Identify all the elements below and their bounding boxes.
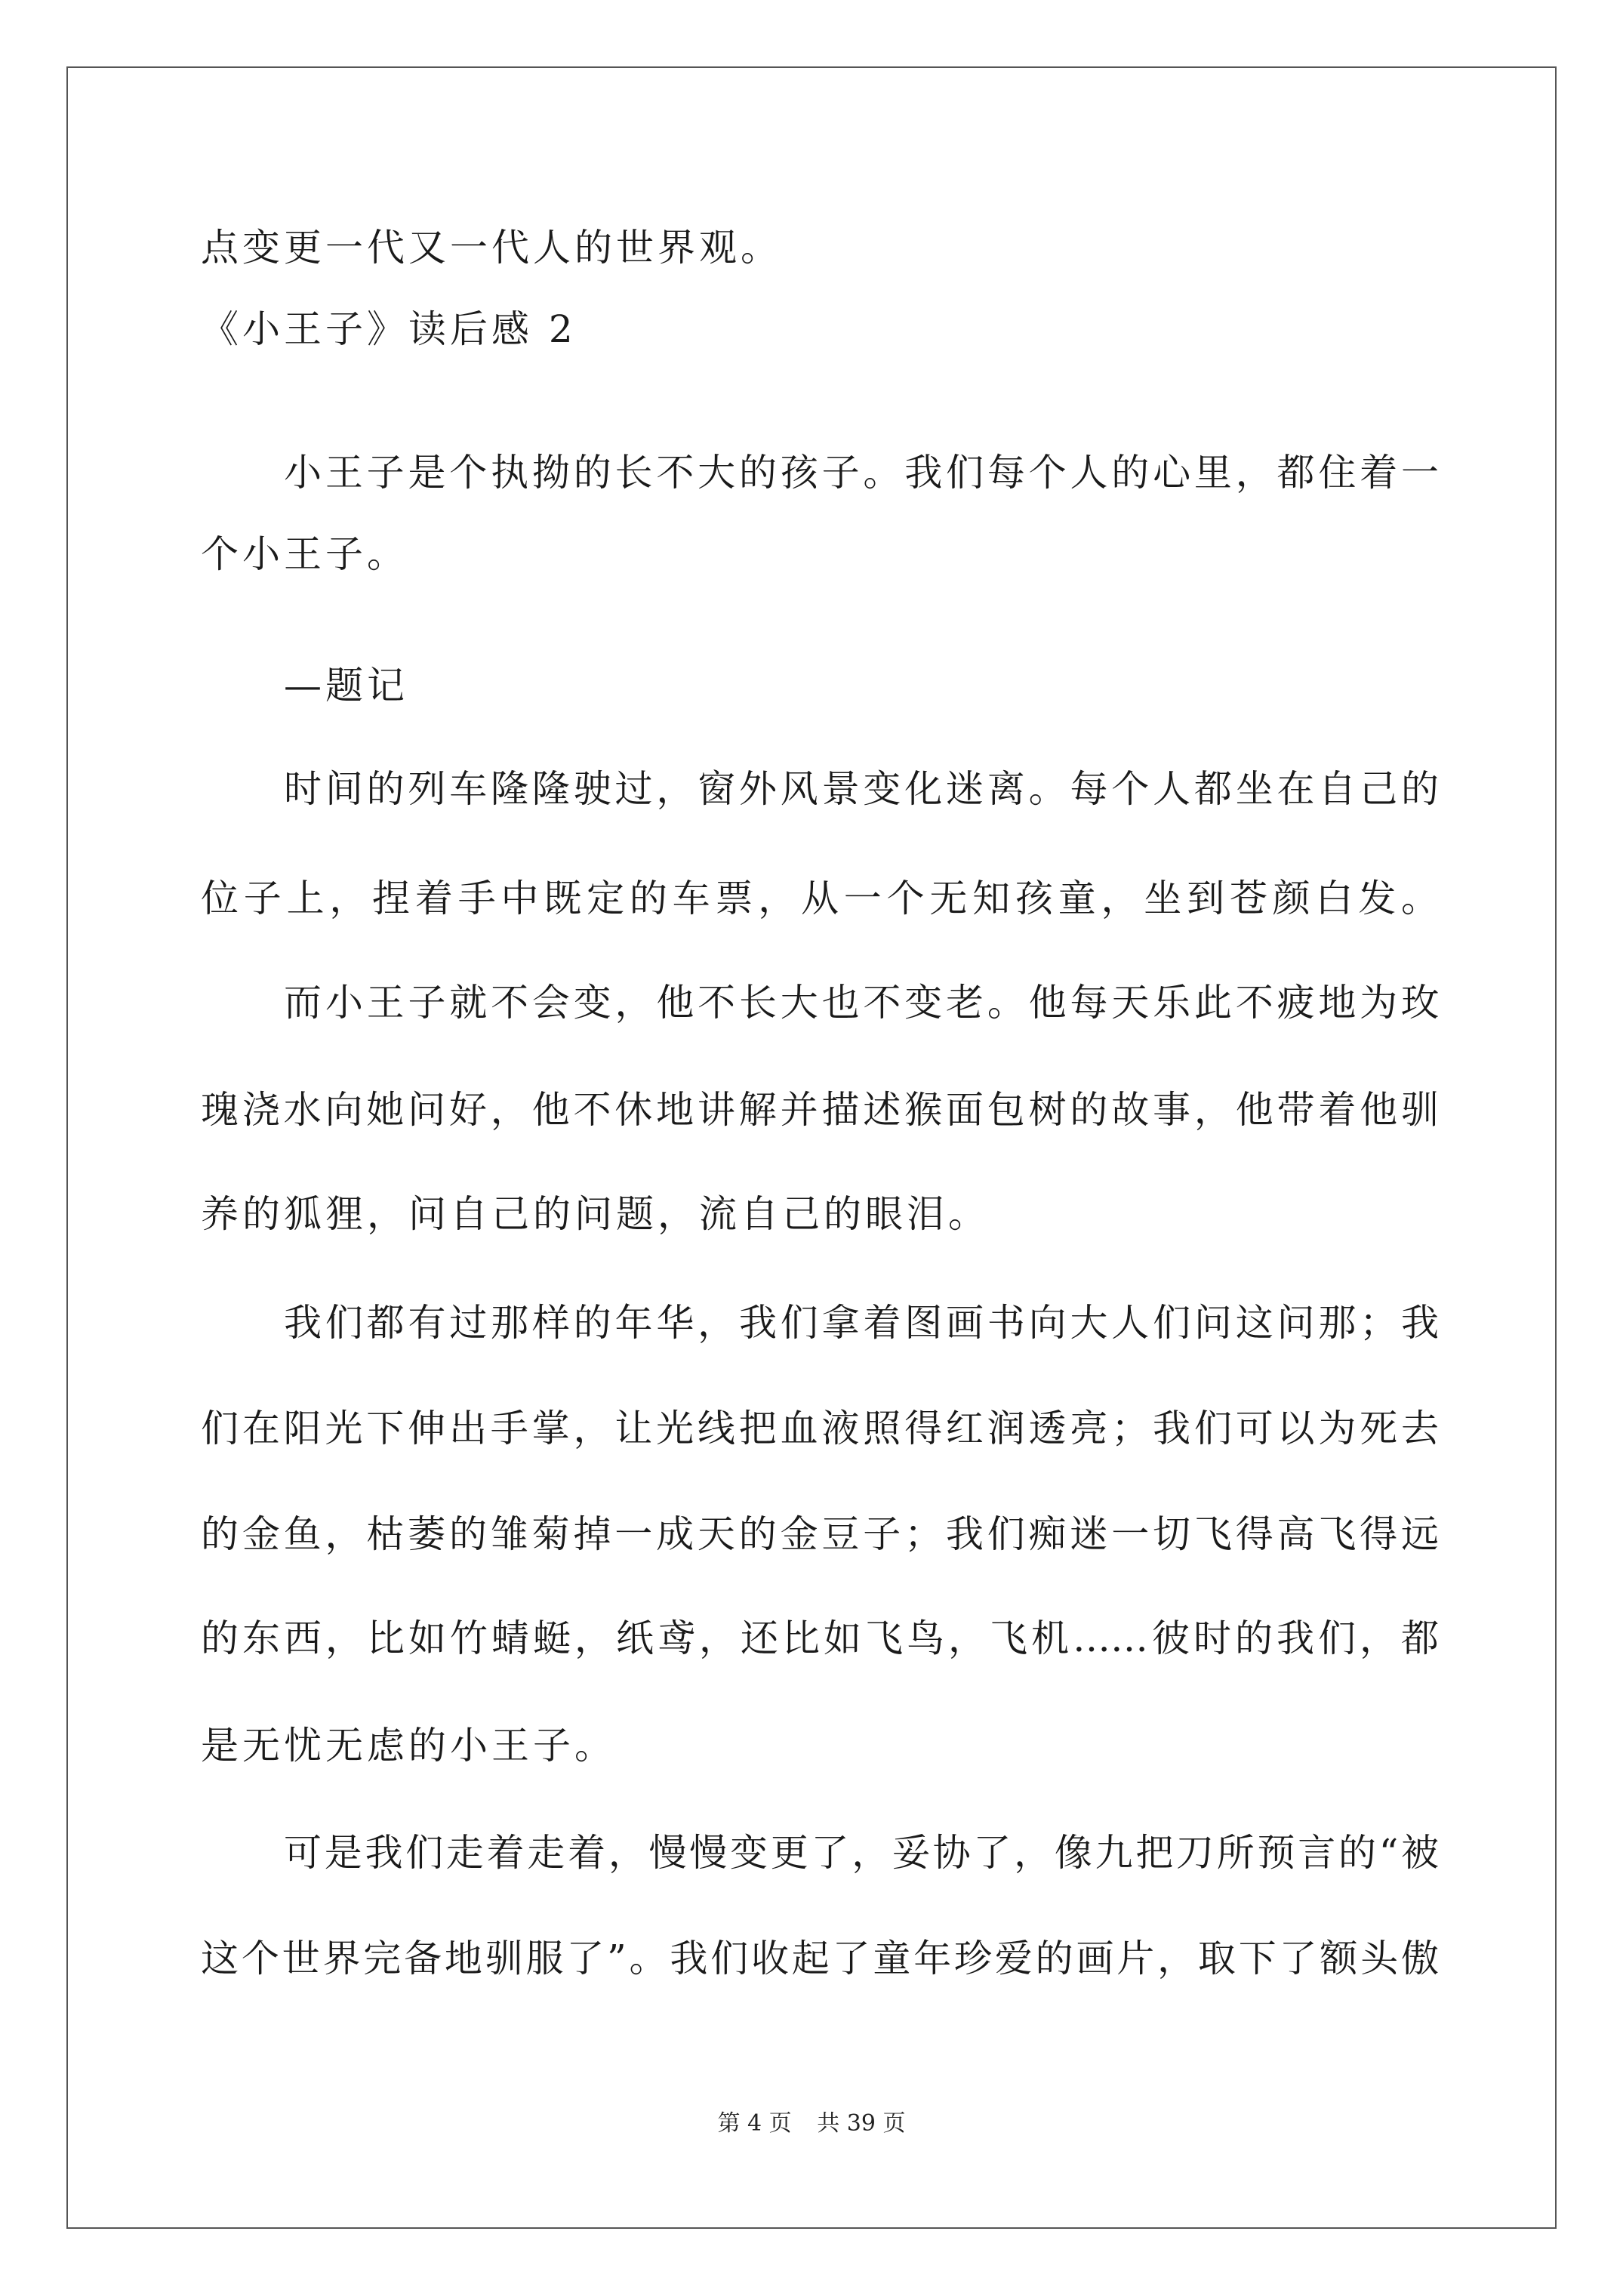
text-line: 小王子是个执拗的长不大的孩子。我们每个人的心里，都住着一 [284, 451, 1439, 495]
page-number: 第 4 页 [717, 2110, 792, 2137]
epigraph: —题记 [284, 664, 408, 707]
text-line: 的东西，比如竹蜻蜓，纸鸢，还比如飞鸟，飞机……彼时的我们，都 [201, 1616, 1439, 1660]
text-line: 可是我们走着走着，慢慢变更了，妥协了，像九把刀所预言的“被 [284, 1831, 1439, 1875]
text-line: 瑰浇水向她问好，他不休地讲解并描述猴面包树的故事，他带着他驯 [201, 1088, 1439, 1132]
page-border [66, 66, 1557, 2229]
text-line: 时间的列车隆隆驶过，窗外风景变化迷离。每个人都坐在自己的 [284, 767, 1439, 811]
text-line: 这个世界完备地驯服了”。我们收起了童年珍爱的画片，取下了额头傲 [201, 1937, 1439, 1980]
text-line: 我们都有过那样的年华，我们拿着图画书向大人们问这问那；我 [284, 1301, 1439, 1345]
text-line: 位子上，捏着手中既定的车票，从一个无知孩童，坐到苍颜白发。 [201, 877, 1439, 920]
text-line: 是无忧无虑的小王子。 [201, 1724, 616, 1767]
text-line: 们在阳光下伸出手掌，让光线把血液照得红润透亮；我们可以为死去 [201, 1407, 1439, 1450]
section-heading: 《小王子》读后感 2 [201, 307, 577, 351]
text-line: 点变更一代又一代人的世界观。 [201, 226, 782, 270]
text-line: 的金鱼，枯萎的雏菊掉一成天的金豆子；我们痴迷一切飞得高飞得远 [201, 1512, 1439, 1556]
text-line: 养的狐狸，问自己的问题，流自己的眼泪。 [201, 1192, 990, 1236]
text-line: 而小王子就不会变，他不长大也不变老。他每天乐此不疲地为玫 [284, 981, 1439, 1025]
text-line: 个小王子。 [201, 532, 408, 576]
page-footer [0, 2110, 1623, 2137]
page-total: 共 39 页 [817, 2110, 906, 2137]
